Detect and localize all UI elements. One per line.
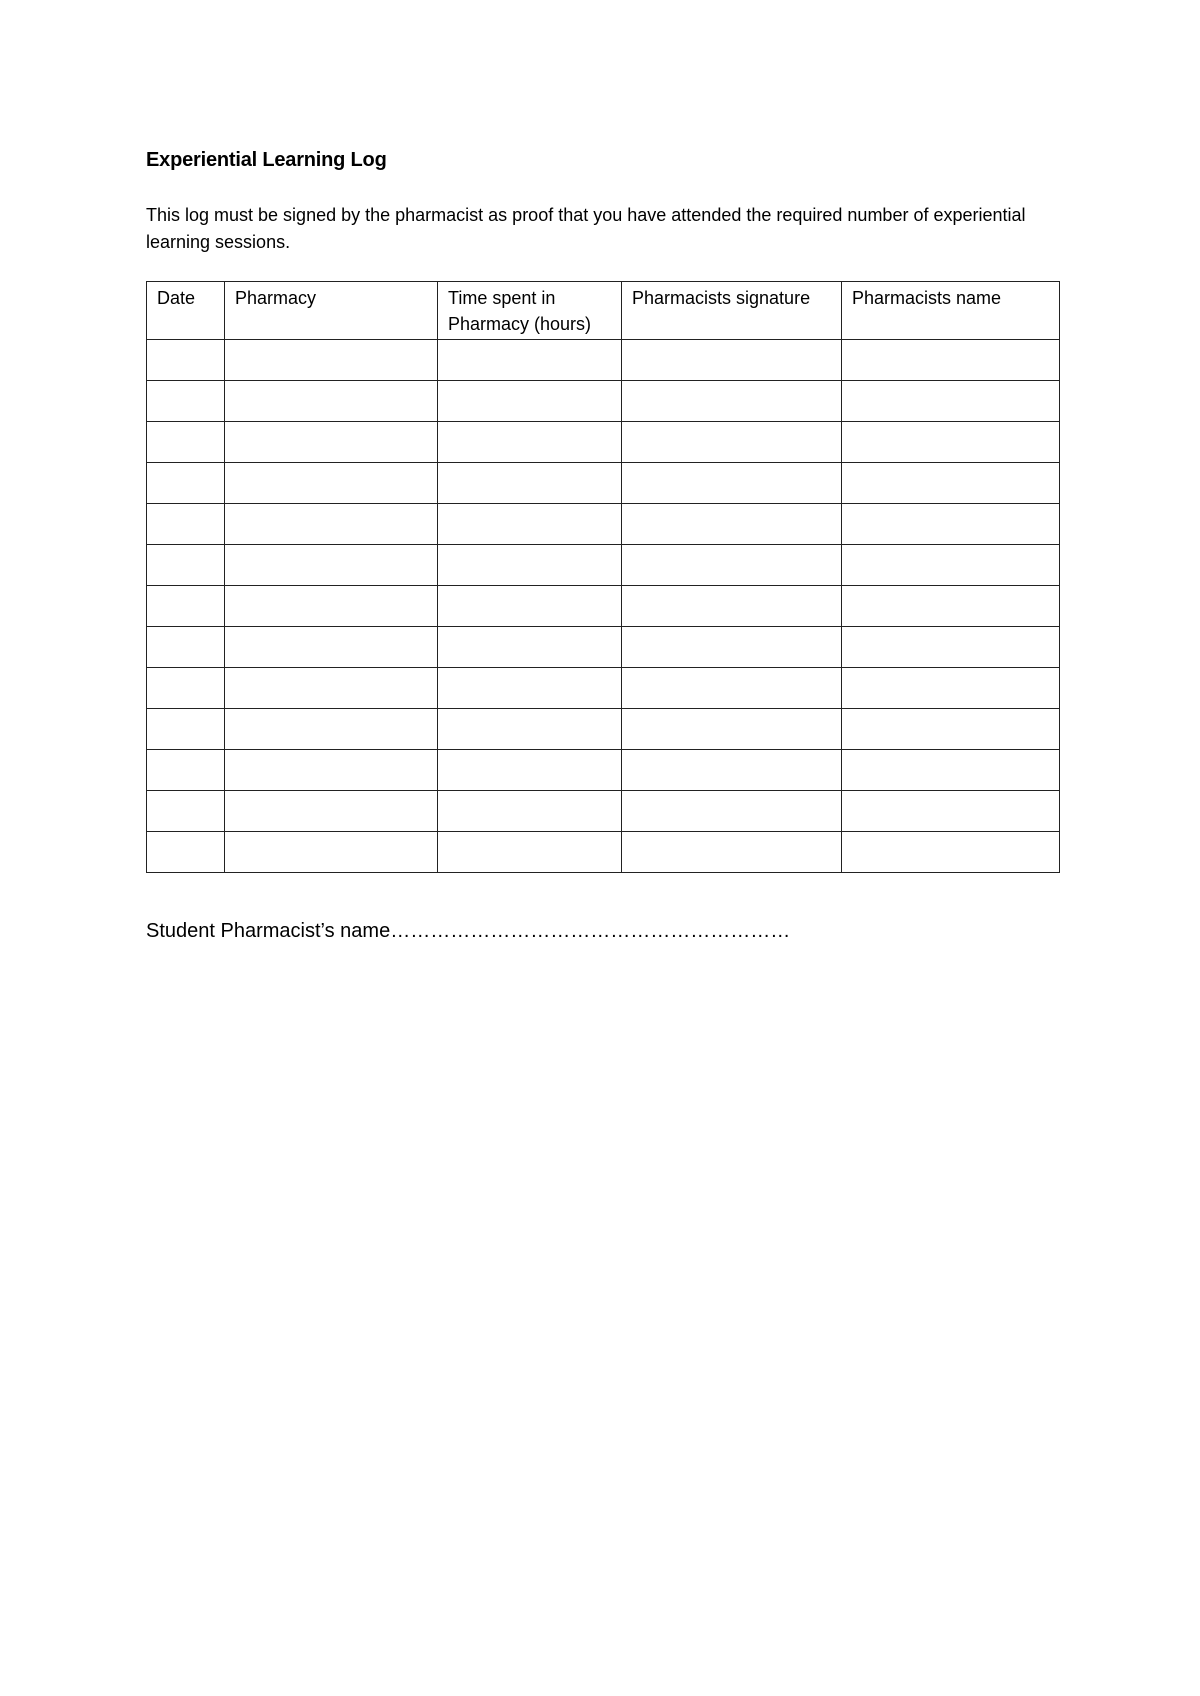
table-cell-pharmacist-signature[interactable] bbox=[622, 422, 842, 463]
table-cell-time-spent[interactable] bbox=[438, 463, 622, 504]
table-cell-pharmacist-name[interactable] bbox=[842, 340, 1060, 381]
table-cell-pharmacist-signature[interactable] bbox=[622, 381, 842, 422]
table-body bbox=[147, 340, 1060, 873]
table-cell-date[interactable] bbox=[147, 709, 225, 750]
table-cell-pharmacist-name[interactable] bbox=[842, 791, 1060, 832]
student-name-label: Student Pharmacist’s name bbox=[146, 920, 391, 942]
table-cell-date[interactable] bbox=[147, 463, 225, 504]
table-row bbox=[147, 750, 1060, 791]
table-cell-time-spent[interactable] bbox=[438, 709, 622, 750]
table-cell-date[interactable] bbox=[147, 504, 225, 545]
table-cell-time-spent[interactable] bbox=[438, 832, 622, 873]
table-cell-pharmacy[interactable] bbox=[225, 832, 438, 873]
table-cell-date[interactable] bbox=[147, 832, 225, 873]
table-cell-pharmacy[interactable] bbox=[225, 791, 438, 832]
table-cell-date[interactable] bbox=[147, 586, 225, 627]
table-cell-pharmacist-name[interactable] bbox=[842, 832, 1060, 873]
table-row bbox=[147, 340, 1060, 381]
table-cell-pharmacy[interactable] bbox=[225, 504, 438, 545]
table-cell-pharmacy[interactable] bbox=[225, 709, 438, 750]
table-cell-pharmacist-signature[interactable] bbox=[622, 586, 842, 627]
table-row bbox=[147, 545, 1060, 586]
table-cell-pharmacist-name[interactable] bbox=[842, 463, 1060, 504]
table-row bbox=[147, 422, 1060, 463]
table-cell-pharmacist-signature[interactable] bbox=[622, 340, 842, 381]
table-cell-pharmacy[interactable] bbox=[225, 545, 438, 586]
table-row bbox=[147, 627, 1060, 668]
table-cell-pharmacy[interactable] bbox=[225, 422, 438, 463]
table-row bbox=[147, 832, 1060, 873]
table-cell-pharmacist-signature[interactable] bbox=[622, 463, 842, 504]
table-cell-time-spent[interactable] bbox=[438, 586, 622, 627]
table-cell-pharmacy[interactable] bbox=[225, 750, 438, 791]
page-title: Experiential Learning Log bbox=[146, 149, 387, 171]
table-row bbox=[147, 463, 1060, 504]
column-header-pharmacist-name: Pharmacists name bbox=[842, 282, 1060, 340]
student-name-line bbox=[146, 920, 790, 943]
table-cell-time-spent[interactable] bbox=[438, 545, 622, 586]
intro-text: This log must be signed by the pharmacist as proof that you have attended the required number of experiential learning sessions. bbox=[146, 205, 1026, 252]
column-header-pharmacist-signature: Pharmacists signature bbox=[622, 282, 842, 340]
table-cell-time-spent[interactable] bbox=[438, 340, 622, 381]
table-row bbox=[147, 791, 1060, 832]
table-cell-time-spent[interactable] bbox=[438, 750, 622, 791]
table-cell-date[interactable] bbox=[147, 340, 225, 381]
table-cell-date[interactable] bbox=[147, 791, 225, 832]
table-cell-pharmacist-name[interactable] bbox=[842, 586, 1060, 627]
table-cell-pharmacist-name[interactable] bbox=[842, 627, 1060, 668]
table-cell-time-spent[interactable] bbox=[438, 422, 622, 463]
table-cell-pharmacist-signature[interactable] bbox=[622, 791, 842, 832]
table-cell-time-spent[interactable] bbox=[438, 381, 622, 422]
table-cell-time-spent[interactable] bbox=[438, 627, 622, 668]
student-name-blank[interactable]: …………………………………………………… bbox=[390, 920, 791, 942]
table-cell-pharmacist-name[interactable] bbox=[842, 750, 1060, 791]
table-row bbox=[147, 381, 1060, 422]
table-row bbox=[147, 586, 1060, 627]
table-cell-pharmacist-signature[interactable] bbox=[622, 832, 842, 873]
table-cell-pharmacist-name[interactable] bbox=[842, 545, 1060, 586]
learning-log-table bbox=[146, 281, 1060, 873]
table-cell-date[interactable] bbox=[147, 381, 225, 422]
table-cell-pharmacist-signature[interactable] bbox=[622, 668, 842, 709]
table-cell-time-spent[interactable] bbox=[438, 668, 622, 709]
table-cell-date[interactable] bbox=[147, 422, 225, 463]
table-cell-pharmacist-signature[interactable] bbox=[622, 750, 842, 791]
table-cell-pharmacy[interactable] bbox=[225, 381, 438, 422]
table-row bbox=[147, 504, 1060, 545]
table-cell-date[interactable] bbox=[147, 627, 225, 668]
column-header-time-spent: Time spent in Pharmacy (hours) bbox=[438, 282, 622, 340]
table-cell-pharmacist-signature[interactable] bbox=[622, 627, 842, 668]
table-cell-date[interactable] bbox=[147, 668, 225, 709]
table-cell-pharmacy[interactable] bbox=[225, 340, 438, 381]
table-header-row bbox=[147, 282, 1060, 340]
table-cell-date[interactable] bbox=[147, 545, 225, 586]
table-cell-pharmacy[interactable] bbox=[225, 627, 438, 668]
column-header-date: Date bbox=[147, 282, 225, 340]
table-cell-date[interactable] bbox=[147, 750, 225, 791]
table-cell-pharmacist-name[interactable] bbox=[842, 668, 1060, 709]
column-header-pharmacy: Pharmacy bbox=[225, 282, 438, 340]
table-cell-pharmacy[interactable] bbox=[225, 668, 438, 709]
table-row bbox=[147, 668, 1060, 709]
table-cell-pharmacist-signature[interactable] bbox=[622, 709, 842, 750]
table-cell-pharmacist-name[interactable] bbox=[842, 422, 1060, 463]
table-row bbox=[147, 709, 1060, 750]
table-cell-time-spent[interactable] bbox=[438, 791, 622, 832]
table-cell-pharmacist-name[interactable] bbox=[842, 709, 1060, 750]
table-cell-pharmacy[interactable] bbox=[225, 586, 438, 627]
table-cell-pharmacist-name[interactable] bbox=[842, 504, 1060, 545]
table-cell-pharmacy[interactable] bbox=[225, 463, 438, 504]
table-cell-pharmacist-name[interactable] bbox=[842, 381, 1060, 422]
table-cell-pharmacist-signature[interactable] bbox=[622, 545, 842, 586]
table-cell-time-spent[interactable] bbox=[438, 504, 622, 545]
table-cell-pharmacist-signature[interactable] bbox=[622, 504, 842, 545]
